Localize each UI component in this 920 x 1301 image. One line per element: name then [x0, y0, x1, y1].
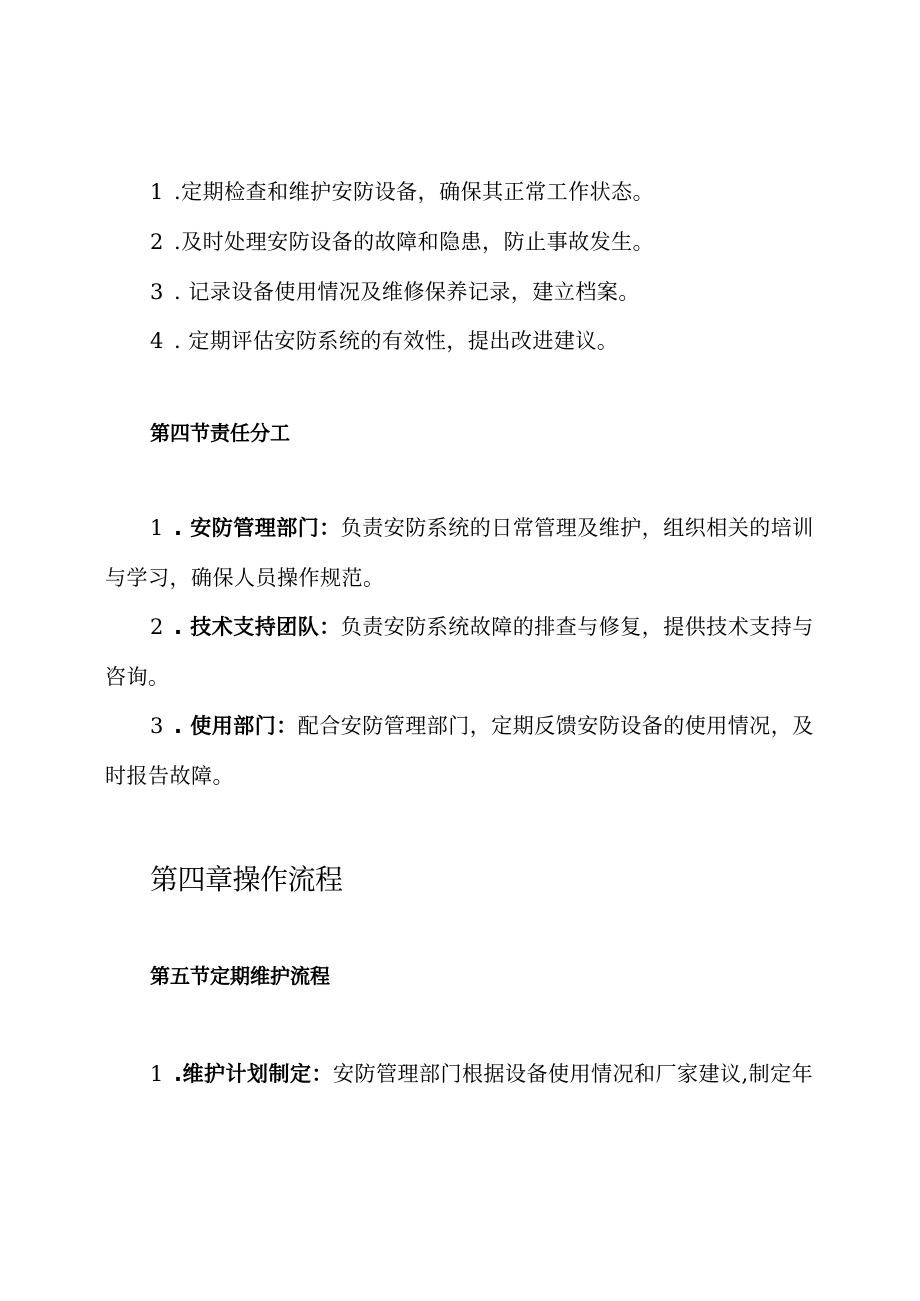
- list-item-text: . 记录设备使用情况及维修保养记录，建立档案。: [174, 280, 640, 304]
- list-item: [150, 177, 654, 207]
- list-item-text: .定期检查和维护安防设备，确保其正常工作状态。: [174, 180, 655, 204]
- procedure-item-line1: [150, 1059, 813, 1089]
- item-title: . 技术支持团队：: [174, 615, 341, 639]
- item-title: .维护计划制定：: [174, 1062, 333, 1086]
- section-heading: 第五节定期维护流程: [150, 964, 330, 988]
- list-item-number: 4: [150, 329, 164, 353]
- item-number: 2: [150, 615, 164, 639]
- item-text: 负责安防系统故障的排查与修复，提供技术支持与: [340, 615, 814, 639]
- responsibility-item-line1: [150, 612, 814, 642]
- responsibility-item-line2: 咨询。: [105, 665, 170, 689]
- item-number: 1: [150, 1062, 164, 1086]
- chapter-heading: 第四章操作流程: [150, 863, 343, 896]
- section-heading: 第四节责任分工: [150, 421, 290, 445]
- list-item-number: 2: [150, 230, 164, 254]
- responsibility-item-line2: 时报告故障。: [105, 764, 234, 788]
- list-item: [150, 277, 640, 307]
- item-number: 1: [150, 516, 164, 540]
- responsibility-item-line1: [150, 711, 814, 741]
- item-text: 配合安防管理部门，定期反馈安防设备的使用情况，及: [297, 714, 814, 738]
- item-title: . 使用部门：: [174, 714, 298, 738]
- item-number: 3: [150, 714, 164, 738]
- item-text: 安防管理部门根据设备使用情况和厂家建议,制定年: [332, 1062, 814, 1086]
- list-item-number: 3: [150, 280, 164, 304]
- list-item: [150, 326, 618, 356]
- list-item: [150, 227, 654, 257]
- list-item-number: 1: [150, 180, 164, 204]
- item-text: 负责安防系统的日常管理及维护，组织相关的培训: [340, 516, 814, 540]
- responsibility-item-line1: [150, 513, 814, 543]
- responsibility-item-line2: 与学习，确保人员操作规范。: [105, 566, 385, 590]
- list-item-text: . 定期评估安防系统的有效性，提出改进建议。: [174, 329, 619, 353]
- item-title: . 安防管理部门：: [174, 516, 341, 540]
- list-item-text: .及时处理安防设备的故障和隐患，防止事故发生。: [174, 230, 655, 254]
